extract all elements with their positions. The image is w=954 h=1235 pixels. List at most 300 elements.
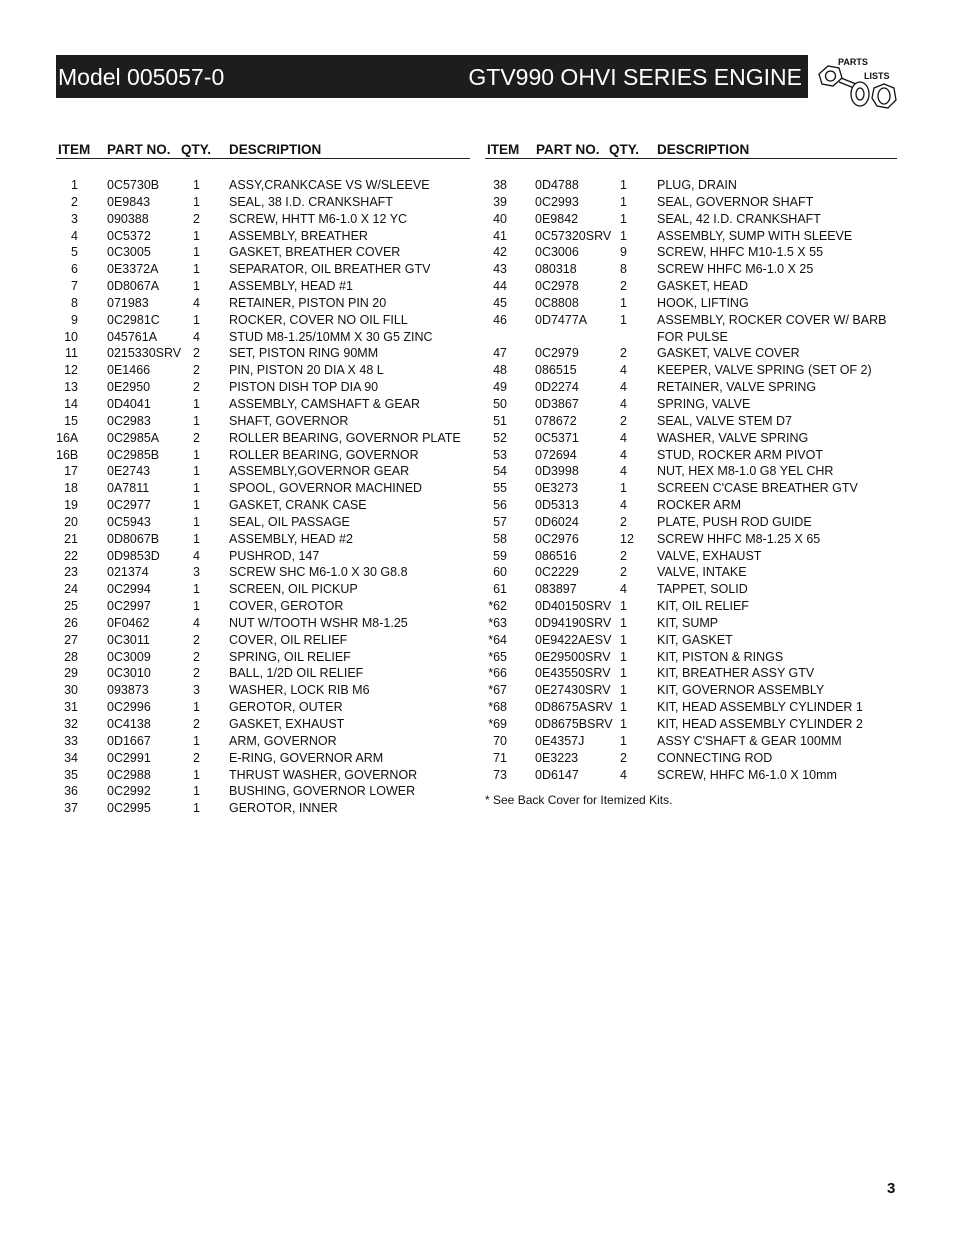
page-number: 3 (887, 1180, 896, 1197)
description: SEAL, 38 I.D. CRANKSHAFT (229, 194, 393, 209)
quantity: 2 (193, 750, 200, 765)
description: SEAL, OIL PASSAGE (229, 514, 350, 529)
quantity: 2 (620, 750, 627, 765)
part-number: 083897 (535, 582, 577, 597)
quantity: 1 (620, 632, 627, 647)
table-row (56, 312, 470, 329)
part-number: 0C2994 (107, 582, 151, 597)
part-number: 0E9842 (535, 211, 579, 226)
table-row (485, 211, 897, 228)
quantity: 1 (193, 481, 200, 496)
description: NUT W/TOOTH WSHR M8-1.25 (229, 615, 408, 630)
quantity: 1 (620, 700, 627, 715)
description: WASHER, LOCK RIB M6 (229, 683, 370, 698)
table-row (56, 564, 470, 581)
item-number: *63 (488, 615, 507, 630)
quantity: 2 (620, 548, 627, 563)
table-row (485, 632, 897, 649)
part-number: 093873 (107, 683, 149, 698)
item-number: 46 (493, 312, 507, 327)
table-row (56, 699, 470, 716)
table-row (56, 598, 470, 615)
item-number: 38 (493, 178, 507, 192)
item-number: 57 (493, 514, 507, 529)
quantity: 1 (193, 531, 200, 546)
quantity: 4 (193, 615, 200, 630)
part-number: 0C2983 (107, 413, 151, 428)
part-number: 0D6024 (535, 514, 579, 529)
description: ROLLER BEARING, GOVERNOR (229, 447, 419, 462)
description: SCREW HHFC M8-1.25 X 65 (657, 531, 821, 546)
table-row (485, 379, 897, 396)
quantity: 4 (193, 329, 200, 344)
item-number: *65 (488, 649, 507, 664)
item-number: 42 (493, 245, 507, 260)
item-number: 49 (493, 380, 507, 395)
item-number: 58 (493, 531, 507, 546)
part-number: 0E3223 (535, 750, 579, 765)
quantity: 4 (620, 380, 627, 395)
header-item: ITEM (58, 142, 91, 157)
parts-table-left (56, 142, 470, 817)
item-number: 30 (64, 683, 78, 698)
part-number: 080318 (535, 262, 577, 277)
part-number: 0C2985B (107, 447, 160, 462)
description: PUSHROD, 147 (229, 548, 320, 563)
page-header (56, 55, 808, 98)
table-row (56, 733, 470, 750)
description: PLUG, DRAIN (657, 178, 737, 192)
description: KIT, PISTON & RINGS (657, 649, 784, 664)
item-number: 27 (64, 632, 78, 647)
item-number: 25 (64, 599, 78, 614)
quantity: 1 (193, 396, 200, 411)
item-number: 55 (493, 481, 507, 496)
table-row (485, 750, 897, 767)
part-number: 072694 (535, 447, 577, 462)
item-number: *62 (488, 599, 507, 614)
part-number: 0E3372A (107, 262, 159, 277)
description: TAPPET, SOLID (657, 582, 748, 597)
column-headers (485, 142, 897, 159)
part-number: 0C2988 (107, 767, 151, 782)
item-number: 1 (71, 178, 78, 192)
quantity: 2 (193, 363, 200, 378)
description: KIT, OIL RELIEF (657, 599, 749, 614)
part-number: 0A7811 (107, 481, 150, 496)
description: COVER, GEROTOR (229, 599, 344, 614)
quantity: 1 (620, 481, 627, 496)
description: ASSEMBLY, HEAD #2 (229, 531, 353, 546)
table-row (56, 682, 470, 699)
table-row (485, 228, 897, 245)
item-number: 52 (493, 430, 507, 445)
description: GASKET, VALVE COVER (657, 346, 800, 361)
description: SCREW, HHFC M6-1.0 X 10mm (657, 767, 837, 782)
quantity: 3 (193, 683, 200, 698)
quantity: 4 (620, 363, 627, 378)
item-number: 28 (64, 649, 78, 664)
item-number: 8 (71, 295, 78, 310)
part-number: 071983 (107, 295, 149, 310)
item-number: 53 (493, 447, 507, 462)
table-row (56, 497, 470, 514)
table-row (56, 767, 470, 784)
description: ROLLER BEARING, GOVERNOR PLATE (229, 430, 461, 445)
part-number: 0C2992 (107, 784, 151, 799)
part-number: 0C2978 (535, 279, 579, 294)
part-number: 0D8675BSRV (535, 717, 613, 731)
table-row (485, 649, 897, 666)
quantity: 4 (620, 447, 627, 462)
quantity: 4 (193, 295, 200, 310)
description: GEROTOR, OUTER (229, 700, 343, 715)
quantity: 1 (620, 649, 627, 664)
quantity: 1 (193, 194, 200, 209)
description: PLATE, PUSH ROD GUIDE (657, 514, 812, 529)
part-number: 0C2996 (107, 700, 151, 715)
description: SCREW SHC M6-1.0 X 30 G8.8 (229, 565, 408, 580)
table-row (485, 177, 897, 194)
item-number: 32 (64, 717, 78, 731)
item-number: 50 (493, 396, 507, 411)
part-number: 0C2976 (535, 531, 579, 546)
item-number: 9 (71, 312, 78, 327)
item-number: 36 (64, 784, 78, 799)
part-number: 0D3867 (535, 396, 579, 411)
part-number: 0D40150SRV (535, 599, 612, 614)
part-number: 0D6147 (535, 767, 579, 782)
description: GEROTOR, INNER (229, 801, 338, 816)
item-number: *69 (488, 717, 507, 731)
part-number: 0D8675ASRV (535, 700, 613, 715)
part-number: 0C5372 (107, 228, 151, 243)
part-number: 0C5730B (107, 178, 160, 192)
description: THRUST WASHER, GOVERNOR (229, 767, 418, 782)
part-number: 0D4041 (107, 396, 151, 411)
description: ASSY C'SHAFT & GEAR 100MM (657, 733, 842, 748)
table-row (485, 716, 897, 733)
quantity: 2 (620, 413, 627, 428)
table-row (56, 278, 470, 295)
item-number: 19 (64, 498, 78, 513)
part-number: 0D4788 (535, 178, 579, 192)
quantity: 1 (620, 178, 627, 192)
description: GASKET, EXHAUST (229, 717, 345, 731)
description: ROCKER, COVER NO OIL FILL (229, 312, 408, 327)
header-qty: QTY. (181, 142, 212, 157)
quantity: 1 (620, 683, 627, 698)
description: WASHER, VALVE SPRING (657, 430, 809, 445)
item-number: 26 (64, 615, 78, 630)
table-row (485, 244, 897, 261)
description: SET, PISTON RING 90MM (229, 346, 379, 361)
item-number: 40 (493, 211, 507, 226)
quantity: 4 (620, 582, 627, 597)
quantity: 1 (193, 767, 200, 782)
description: SCREW HHFC M6-1.0 X 25 (657, 262, 814, 277)
quantity: 1 (620, 194, 627, 209)
item-number: 39 (493, 194, 507, 209)
parts-rows-right (485, 177, 897, 783)
item-number: 33 (64, 733, 78, 748)
table-row (56, 430, 470, 447)
description: BUSHING, GOVERNOR LOWER (229, 784, 416, 799)
logo-text-lists: LISTS (864, 71, 890, 81)
table-row (56, 244, 470, 261)
item-number: 45 (493, 295, 507, 310)
table-row (485, 733, 897, 750)
description: COVER, OIL RELIEF (229, 632, 348, 647)
part-number: 0C8808 (535, 295, 579, 310)
table-row (56, 514, 470, 531)
item-number: 48 (493, 363, 507, 378)
description: VALVE, EXHAUST (657, 548, 762, 563)
description: SCREW, HHFC M10-1.5 X 55 (657, 245, 824, 260)
table-row (56, 581, 470, 598)
part-number: 0E2743 (107, 464, 151, 479)
item-number: 41 (493, 228, 507, 243)
header-description: DESCRIPTION (657, 142, 750, 157)
description: ASSEMBLY,GOVERNOR GEAR (229, 464, 410, 479)
description: RETAINER, VALVE SPRING (657, 380, 817, 395)
item-number: 61 (493, 582, 507, 597)
part-number: 0E1466 (107, 363, 151, 378)
part-number: 0C3011 (107, 632, 150, 647)
item-number: 3 (71, 211, 78, 226)
table-row (56, 665, 470, 682)
description: SEAL, 42 I.D. CRANKSHAFT (657, 211, 821, 226)
quantity: 2 (193, 649, 200, 664)
part-number: 0E43550SRV (535, 666, 611, 681)
quantity: 2 (193, 211, 200, 226)
quantity: 1 (620, 733, 627, 748)
item-number: 60 (493, 565, 507, 580)
table-row (56, 615, 470, 632)
description: SCREEN C'CASE BREATHER GTV (657, 481, 858, 496)
description: KIT, SUMP (657, 615, 719, 630)
part-number: 0C4138 (107, 717, 151, 731)
item-number: 10 (64, 329, 78, 344)
item-number: 54 (493, 464, 507, 479)
table-row (485, 514, 897, 531)
quantity: 1 (193, 582, 200, 597)
table-row (56, 783, 470, 800)
description: NUT, HEX M8-1.0 G8 YEL CHR (657, 464, 834, 479)
quantity: 1 (193, 178, 200, 192)
column-headers (56, 142, 470, 159)
item-number: 6 (71, 262, 78, 277)
table-row (485, 312, 897, 346)
description: BALL, 1/2D OIL RELIEF (229, 666, 364, 681)
item-number: 14 (64, 396, 78, 411)
part-number: 0D3998 (535, 464, 579, 479)
part-number: 0D1667 (107, 733, 151, 748)
item-number: *68 (488, 700, 507, 715)
table-row (485, 548, 897, 565)
quantity: 4 (193, 548, 200, 563)
table-row (485, 665, 897, 682)
description: GASKET, BREATHER COVER (229, 245, 401, 260)
table-row (485, 564, 897, 581)
description: ASSEMBLY, ROCKER COVER W/ BARB FOR PULSE (657, 312, 887, 344)
table-row (56, 295, 470, 312)
parts-rows-left (56, 177, 470, 817)
table-row (485, 413, 897, 430)
quantity: 8 (620, 262, 627, 277)
kits-footnote: * See Back Cover for Itemized Kits. (485, 793, 673, 808)
description: KIT, HEAD ASSEMBLY CYLINDER 1 (657, 700, 863, 715)
table-row (485, 261, 897, 278)
item-number: 16A (56, 430, 79, 445)
table-row (485, 581, 897, 598)
description: ASSY,CRANKCASE VS W/SLEEVE (229, 178, 430, 192)
quantity: 4 (620, 464, 627, 479)
part-number: 0E29500SRV (535, 649, 611, 664)
item-number: *64 (488, 632, 507, 647)
quantity: 1 (620, 666, 627, 681)
description: E-RING, GOVERNOR ARM (229, 750, 384, 765)
quantity: 1 (193, 447, 200, 462)
quantity: 2 (193, 717, 200, 731)
part-number: 0E27430SRV (535, 683, 611, 698)
description: SPOOL, GOVERNOR MACHINED (229, 481, 423, 496)
description: KIT, GOVERNOR ASSEMBLY (657, 683, 825, 698)
quantity: 1 (620, 599, 627, 614)
part-number: 021374 (107, 565, 149, 580)
table-row (485, 598, 897, 615)
quantity: 1 (193, 514, 200, 529)
item-number: 35 (64, 767, 78, 782)
table-row (56, 716, 470, 733)
table-row (56, 531, 470, 548)
part-number: 0C2981C (107, 312, 160, 327)
part-number: 0C2995 (107, 801, 151, 816)
part-number: 0D5313 (535, 498, 579, 513)
item-number: 43 (493, 262, 507, 277)
table-row (56, 447, 470, 464)
part-number: 0C5371 (535, 430, 579, 445)
description: KIT, HEAD ASSEMBLY CYLINDER 2 (657, 717, 863, 731)
item-number: 21 (64, 531, 78, 546)
description: ASSEMBLY, SUMP WITH SLEEVE (657, 228, 853, 243)
part-number: 090388 (107, 211, 149, 226)
quantity: 2 (620, 279, 627, 294)
quantity: 1 (193, 700, 200, 715)
table-row (56, 194, 470, 211)
quantity: 9 (620, 245, 627, 260)
item-number: 44 (493, 279, 507, 294)
description: KIT, GASKET (657, 632, 733, 647)
parts-table-right (485, 142, 897, 807)
description: PISTON DISH TOP DIA 90 (229, 380, 379, 395)
description: SEAL, GOVERNOR SHAFT (657, 194, 814, 209)
description: ASSEMBLY, BREATHER (229, 228, 368, 243)
quantity: 1 (193, 228, 200, 243)
engine-series-title: GTV990 OHVI SERIES ENGINE (468, 64, 802, 90)
part-number: 0C3010 (107, 666, 151, 681)
item-number: 37 (64, 801, 78, 816)
header-description: DESCRIPTION (229, 142, 322, 157)
quantity: 1 (193, 413, 200, 428)
header-qty: QTY. (609, 142, 640, 157)
quantity: 1 (193, 498, 200, 513)
description: SHAFT, GOVERNOR (229, 413, 349, 428)
part-number: 0C2993 (535, 194, 579, 209)
part-number: 0215330SRV (107, 346, 182, 361)
part-number: 0D8067B (107, 531, 160, 546)
item-number: 20 (64, 514, 78, 529)
item-number: *67 (488, 683, 507, 698)
item-number: 31 (64, 700, 78, 715)
table-row (56, 345, 470, 362)
part-number: 0C2979 (535, 346, 579, 361)
part-number: 0D9853D (107, 548, 160, 563)
quantity: 1 (620, 312, 627, 327)
part-number: 0D7477A (535, 312, 588, 327)
description: KEEPER, VALVE SPRING (SET OF 2) (657, 363, 872, 378)
table-row (56, 649, 470, 666)
description: GASKET, CRANK CASE (229, 498, 367, 513)
part-number: 0D8067A (107, 279, 160, 294)
table-row (56, 800, 470, 817)
part-number: 0C2229 (535, 565, 579, 580)
description: STUD, ROCKER ARM PIVOT (657, 447, 823, 462)
table-row (56, 632, 470, 649)
item-number: 59 (493, 548, 507, 563)
item-number: 24 (64, 582, 78, 597)
item-number: 29 (64, 666, 78, 681)
table-row (56, 329, 470, 346)
part-number: 0C5943 (107, 514, 151, 529)
quantity: 1 (193, 801, 200, 816)
part-number: 086515 (535, 363, 577, 378)
quantity: 3 (193, 565, 200, 580)
part-number: 0C3006 (535, 245, 579, 260)
description: KIT, BREATHER ASSY GTV (657, 666, 815, 681)
table-row (56, 548, 470, 565)
quantity: 4 (620, 498, 627, 513)
model-number: Model 005057-0 (58, 64, 225, 90)
table-row (485, 447, 897, 464)
quantity: 2 (193, 380, 200, 395)
part-number: 0F0462 (107, 615, 150, 630)
quantity: 1 (193, 262, 200, 277)
table-row (485, 194, 897, 211)
description: SEAL, VALVE STEM D7 (657, 413, 793, 428)
part-number: 078672 (535, 413, 577, 428)
table-row (485, 682, 897, 699)
table-row (485, 345, 897, 362)
quantity: 2 (193, 666, 200, 681)
part-number: 0C2997 (107, 599, 151, 614)
table-row (485, 362, 897, 379)
table-row (56, 413, 470, 430)
table-row (56, 228, 470, 245)
description: ASSEMBLY, HEAD #1 (229, 279, 353, 294)
part-number: 086516 (535, 548, 577, 563)
item-number: 7 (71, 279, 78, 294)
item-number: 17 (64, 464, 78, 479)
part-number: 0C57320SRV (535, 228, 612, 243)
description: SPRING, VALVE (657, 396, 751, 411)
table-row (485, 615, 897, 632)
item-number: 11 (65, 346, 78, 361)
part-number: 0C2977 (107, 498, 151, 513)
part-number: 0C2985A (107, 430, 160, 445)
part-number: 0E4357J (535, 733, 585, 748)
item-number: 2 (71, 194, 78, 209)
